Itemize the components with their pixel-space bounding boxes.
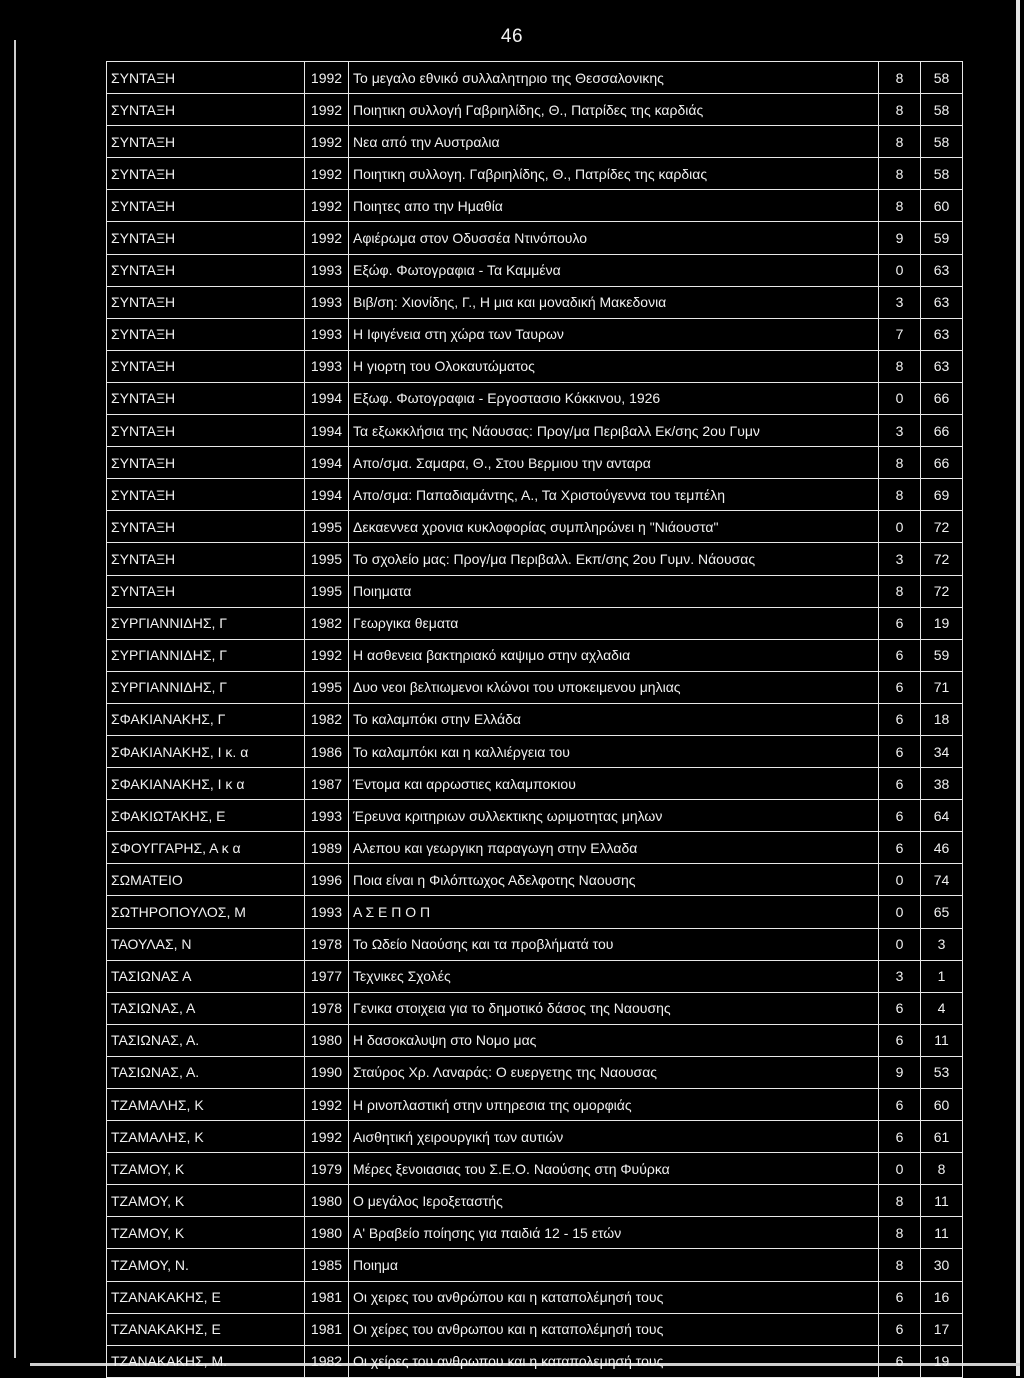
table-row <box>107 1056 963 1088</box>
table-row <box>107 222 963 254</box>
year-cell: 1981 <box>305 1313 349 1345</box>
title-cell: Ποια είναι η Φιλόπτωχος Αδελφοτης Ναουσης <box>349 864 879 896</box>
title-cell: Έντομα και αρρωστιες καλαμποκιου <box>349 768 879 800</box>
title-cell: Σταύρος Χρ. Λαναράς: Ο ευεργετης της Ναουσας <box>349 1056 879 1088</box>
year-cell: 1981 <box>305 1281 349 1313</box>
author-cell: ΣΥΝΤΑΞΗ <box>107 479 305 511</box>
issue-number-cell: 6 <box>879 992 921 1024</box>
title-cell: Οι χείρες του ανθρωπου και η καταπολέμησή τους <box>349 1313 879 1345</box>
title-cell: Έρευνα κριτηριων συλλεκτικης ωριμοτητας μηλων <box>349 800 879 832</box>
page-number-cell: 58 <box>921 62 963 94</box>
page-number: 46 <box>500 26 524 47</box>
author-cell: ΣΥΝΤΑΞΗ <box>107 222 305 254</box>
year-cell: 1992 <box>305 158 349 190</box>
year-cell: 1977 <box>305 960 349 992</box>
title-cell: Ο μεγάλος Ιεροξεταστής <box>349 1185 879 1217</box>
page-number-cell: 53 <box>921 1056 963 1088</box>
year-cell: 1995 <box>305 543 349 575</box>
title-cell: Ποιημα <box>349 1249 879 1281</box>
page-number-cell: 11 <box>921 1185 963 1217</box>
year-cell: 1980 <box>305 1185 349 1217</box>
table-row <box>107 928 963 960</box>
page-number-cell: 58 <box>921 94 963 126</box>
page-number-cell: 1 <box>921 960 963 992</box>
page-number-cell: 72 <box>921 511 963 543</box>
page-number-cell: 60 <box>921 190 963 222</box>
title-cell: Απο/σμα: Παπαδιαμάντης, Α., Τα Χριστούγεννα του τεμπέλη <box>349 479 879 511</box>
issue-number-cell: 3 <box>879 960 921 992</box>
issue-number-cell: 8 <box>879 479 921 511</box>
author-cell: ΣΥΝΤΑΞΗ <box>107 158 305 190</box>
year-cell: 1978 <box>305 992 349 1024</box>
author-cell: ΣΥΡΓΙΑΝΝΙΔΗΣ, Γ <box>107 639 305 671</box>
issue-number-cell: 6 <box>879 703 921 735</box>
table-row <box>107 575 963 607</box>
year-cell: 1995 <box>305 671 349 703</box>
title-cell: Μέρες ξενοιασιας του Σ.Ε.Ο. Ναούσης στη Φυύρκα <box>349 1153 879 1185</box>
table-row <box>107 254 963 286</box>
table-row <box>107 158 963 190</box>
page-number-cell: 63 <box>921 350 963 382</box>
page-number-cell: 63 <box>921 286 963 318</box>
table-row <box>107 1153 963 1185</box>
page-number-cell: 17 <box>921 1313 963 1345</box>
author-cell: ΣΥΝΤΑΞΗ <box>107 286 305 318</box>
table-row <box>107 318 963 350</box>
year-cell: 1995 <box>305 511 349 543</box>
table-row <box>107 768 963 800</box>
table-row <box>107 671 963 703</box>
author-cell: ΣΦΑΚΙΑΝΑΚΗΣ, Ι κ. α <box>107 735 305 767</box>
author-cell: ΣΦΑΚΙΑΝΑΚΗΣ, Ι κ α <box>107 768 305 800</box>
year-cell: 1993 <box>305 800 349 832</box>
table-row <box>107 1024 963 1056</box>
year-cell: 1992 <box>305 94 349 126</box>
title-cell: Νεα από την Αυστραλια <box>349 126 879 158</box>
issue-number-cell: 3 <box>879 415 921 447</box>
page-number-cell: 72 <box>921 543 963 575</box>
table-row <box>107 190 963 222</box>
year-cell: 1993 <box>305 350 349 382</box>
year-cell: 1987 <box>305 768 349 800</box>
year-cell: 1992 <box>305 1121 349 1153</box>
issue-number-cell: 0 <box>879 928 921 960</box>
issue-number-cell: 6 <box>879 800 921 832</box>
issue-number-cell: 0 <box>879 382 921 414</box>
page-edge-right <box>1016 0 1020 1376</box>
year-cell: 1982 <box>305 703 349 735</box>
year-cell: 1995 <box>305 575 349 607</box>
issue-number-cell: 8 <box>879 158 921 190</box>
table-row <box>107 864 963 896</box>
author-cell: ΣΦΟΥΓΓΑΡΗΣ, Α κ α <box>107 832 305 864</box>
table-row <box>107 1217 963 1249</box>
table-row <box>107 511 963 543</box>
page-number-cell: 19 <box>921 1345 963 1377</box>
title-cell: Οι χειρες του ανθρώπου και η καταπολέμησή τους <box>349 1281 879 1313</box>
title-cell: Το Ωδείο Ναούσης και τα προβλήματά του <box>349 928 879 960</box>
issue-number-cell: 8 <box>879 190 921 222</box>
page-number-cell: 8 <box>921 1153 963 1185</box>
title-cell: Τα εξωκκλήσια της Νάουσας: Προγ/μα Περιβαλλ Εκ/σης 2ου Γυμν <box>349 415 879 447</box>
issue-number-cell: 8 <box>879 1185 921 1217</box>
title-cell: Αλεπου και γεωργικη παραγωγη στην Ελλαδα <box>349 832 879 864</box>
page-number-cell: 58 <box>921 158 963 190</box>
issue-number-cell: 6 <box>879 832 921 864</box>
year-cell: 1985 <box>305 1249 349 1281</box>
page-number-cell: 66 <box>921 415 963 447</box>
year-cell: 1994 <box>305 447 349 479</box>
page-number-cell: 46 <box>921 832 963 864</box>
year-cell: 1986 <box>305 735 349 767</box>
title-cell: Ποιηματα <box>349 575 879 607</box>
table-row <box>107 286 963 318</box>
page-number-cell: 66 <box>921 382 963 414</box>
title-cell: Γεωργικα θεματα <box>349 607 879 639</box>
year-cell: 1996 <box>305 864 349 896</box>
title-cell: Αφιέρωμα στον Οδυσσέα Ντινόπουλο <box>349 222 879 254</box>
author-cell: ΣΥΡΓΙΑΝΝΙΔΗΣ, Γ <box>107 671 305 703</box>
issue-number-cell: 8 <box>879 447 921 479</box>
issue-number-cell: 8 <box>879 94 921 126</box>
page-number-cell: 72 <box>921 575 963 607</box>
author-cell: ΣΥΝΤΑΞΗ <box>107 126 305 158</box>
page-number-cell: 58 <box>921 126 963 158</box>
author-cell: ΣΥΡΓΙΑΝΝΙΔΗΣ, Γ <box>107 607 305 639</box>
author-cell: ΣΥΝΤΑΞΗ <box>107 543 305 575</box>
table-row <box>107 1281 963 1313</box>
issue-number-cell: 9 <box>879 1056 921 1088</box>
issue-number-cell: 8 <box>879 1217 921 1249</box>
issue-number-cell: 8 <box>879 126 921 158</box>
author-cell: ΣΥΝΤΑΞΗ <box>107 94 305 126</box>
table-row <box>107 703 963 735</box>
table-row <box>107 1345 963 1377</box>
index-table-body <box>107 62 963 1378</box>
title-cell: Το σχολείο μας: Προγ/μα Περιβαλλ. Εκπ/σης 2ου Γυμν. Νάουσας <box>349 543 879 575</box>
title-cell: Η ρινοπλαστική στην υπηρεσια της ομορφιάς <box>349 1089 879 1121</box>
table-row <box>107 1089 963 1121</box>
title-cell: Οι χείρες του ανθρωπου και η καταπολεμησή τους <box>349 1345 879 1377</box>
issue-number-cell: 9 <box>879 222 921 254</box>
title-cell: Τεχνικες Σχολές <box>349 960 879 992</box>
title-cell: Το μεγαλο εθνικό συλλαλητηριο της Θεσσαλονικης <box>349 62 879 94</box>
year-cell: 1980 <box>305 1024 349 1056</box>
year-cell: 1979 <box>305 1153 349 1185</box>
title-cell: Εξώφ. Φωτογραφια - Τα Καμμένα <box>349 254 879 286</box>
author-cell: ΣΥΝΤΑΞΗ <box>107 350 305 382</box>
table-row <box>107 1185 963 1217</box>
title-cell: Η Ιφιγένεια στη χώρα των Ταυρων <box>349 318 879 350</box>
author-cell: ΣΥΝΤΑΞΗ <box>107 318 305 350</box>
issue-number-cell: 6 <box>879 1281 921 1313</box>
author-cell: ΣΥΝΤΑΞΗ <box>107 447 305 479</box>
table-row <box>107 896 963 928</box>
year-cell: 1982 <box>305 1345 349 1377</box>
table-row <box>107 382 963 414</box>
issue-number-cell: 6 <box>879 607 921 639</box>
table-row <box>107 1121 963 1153</box>
issue-number-cell: 7 <box>879 318 921 350</box>
issue-number-cell: 6 <box>879 1345 921 1377</box>
page-number-cell: 38 <box>921 768 963 800</box>
author-cell: ΣΥΝΤΑΞΗ <box>107 415 305 447</box>
table-row <box>107 543 963 575</box>
issue-number-cell: 0 <box>879 511 921 543</box>
author-cell: ΤΑΣΙΩΝΑΣ, Α. <box>107 1024 305 1056</box>
issue-number-cell: 6 <box>879 1024 921 1056</box>
year-cell: 1992 <box>305 126 349 158</box>
page-number-cell: 11 <box>921 1024 963 1056</box>
author-cell: ΣΥΝΤΑΞΗ <box>107 62 305 94</box>
issue-number-cell: 0 <box>879 254 921 286</box>
page-number-cell: 3 <box>921 928 963 960</box>
author-cell: ΤΖΑΜΟΥ, Ν. <box>107 1249 305 1281</box>
issue-number-cell: 8 <box>879 575 921 607</box>
author-cell: ΤΖΑΝΑΚΑΚΗΣ, Ε <box>107 1313 305 1345</box>
title-cell: Η γιορτη του Ολοκαυτώματος <box>349 350 879 382</box>
page-number-cell: 69 <box>921 479 963 511</box>
issue-number-cell: 6 <box>879 1089 921 1121</box>
page-number-cell: 59 <box>921 222 963 254</box>
title-cell: Αισθητική χειρουργική των αυτιών <box>349 1121 879 1153</box>
index-table <box>106 61 963 1378</box>
page-number-cell: 16 <box>921 1281 963 1313</box>
author-cell: ΣΥΝΤΑΞΗ <box>107 511 305 543</box>
title-cell: Ποιητικη συλλογη. Γαβριηλίδης, Θ., Πατρίδες της καρδιας <box>349 158 879 190</box>
page-number-cell: 34 <box>921 735 963 767</box>
year-cell: 1992 <box>305 62 349 94</box>
issue-number-cell: 3 <box>879 286 921 318</box>
title-cell: Το καλαμπόκι στην Ελλάδα <box>349 703 879 735</box>
page-number-cell: 30 <box>921 1249 963 1281</box>
author-cell: ΣΥΝΤΑΞΗ <box>107 254 305 286</box>
title-cell: Γενικα στοιχεια για το δημοτικό δάσος της Ναουσης <box>349 992 879 1024</box>
title-cell: Ποιητες απο την Ημαθία <box>349 190 879 222</box>
year-cell: 1992 <box>305 1089 349 1121</box>
table-row <box>107 832 963 864</box>
page-number-cell: 18 <box>921 703 963 735</box>
table-row <box>107 479 963 511</box>
title-cell: Α Σ Ε Π Ο Π <box>349 896 879 928</box>
table-row <box>107 126 963 158</box>
author-cell: ΤΖΑΜΑΛΗΣ, Κ <box>107 1089 305 1121</box>
page-number-cell: 19 <box>921 607 963 639</box>
table-row <box>107 800 963 832</box>
year-cell: 1978 <box>305 928 349 960</box>
author-cell: ΤΖΑΝΑΚΑΚΗΣ, Ε <box>107 1281 305 1313</box>
year-cell: 1993 <box>305 318 349 350</box>
table-row <box>107 1313 963 1345</box>
issue-number-cell: 0 <box>879 896 921 928</box>
page-number-cell: 59 <box>921 639 963 671</box>
page-number-cell: 65 <box>921 896 963 928</box>
page-edge-left <box>14 40 16 1358</box>
table-row <box>107 350 963 382</box>
author-cell: ΤΖΑΝΑΚΑΚΗΣ, Μ. <box>107 1345 305 1377</box>
author-cell: ΤΑΣΙΩΝΑΣ Α <box>107 960 305 992</box>
table-row <box>107 1249 963 1281</box>
author-cell: ΤΑΣΙΩΝΑΣ, Α. <box>107 1056 305 1088</box>
issue-number-cell: 8 <box>879 350 921 382</box>
page-number-cell: 71 <box>921 671 963 703</box>
issue-number-cell: 6 <box>879 1121 921 1153</box>
year-cell: 1982 <box>305 607 349 639</box>
year-cell: 1992 <box>305 222 349 254</box>
page-number-cell: 63 <box>921 254 963 286</box>
issue-number-cell: 6 <box>879 639 921 671</box>
author-cell: ΣΥΝΤΑΞΗ <box>107 575 305 607</box>
author-cell: ΣΦΑΚΙΑΝΑΚΗΣ, Γ <box>107 703 305 735</box>
issue-number-cell: 0 <box>879 1153 921 1185</box>
issue-number-cell: 6 <box>879 735 921 767</box>
page-number-cell: 4 <box>921 992 963 1024</box>
author-cell: ΤΖΑΜΟΥ, Κ <box>107 1217 305 1249</box>
table-row <box>107 607 963 639</box>
table-row <box>107 415 963 447</box>
table-row <box>107 960 963 992</box>
author-cell: ΣΥΝΤΑΞΗ <box>107 190 305 222</box>
author-cell: ΤΖΑΜΑΛΗΣ, Κ <box>107 1121 305 1153</box>
year-cell: 1993 <box>305 254 349 286</box>
year-cell: 1994 <box>305 382 349 414</box>
page-number-cell: 61 <box>921 1121 963 1153</box>
author-cell: ΣΩΤΗΡΟΠΟΥΛΟΣ, Μ <box>107 896 305 928</box>
title-cell: Η δασοκαλυψη στο Νομο μας <box>349 1024 879 1056</box>
title-cell: Το καλαμπόκι και η καλλιέργεια του <box>349 735 879 767</box>
year-cell: 1993 <box>305 286 349 318</box>
year-cell: 1993 <box>305 896 349 928</box>
author-cell: ΤΖΑΜΟΥ, Κ <box>107 1153 305 1185</box>
author-cell: ΣΥΝΤΑΞΗ <box>107 382 305 414</box>
table-row <box>107 735 963 767</box>
year-cell: 1990 <box>305 1056 349 1088</box>
year-cell: 1992 <box>305 190 349 222</box>
year-cell: 1992 <box>305 639 349 671</box>
page-number-cell: 74 <box>921 864 963 896</box>
table-row <box>107 992 963 1024</box>
title-cell: Βιβ/ση: Χιονίδης, Γ., Η μια και μοναδική Μακεδονια <box>349 286 879 318</box>
title-cell: Δεκαεννεα χρονια κυκλοφορίας συμπληρώνει η "Νιάουστα" <box>349 511 879 543</box>
author-cell: ΤΑΟΥΛΑΣ, Ν <box>107 928 305 960</box>
year-cell: 1980 <box>305 1217 349 1249</box>
author-cell: ΣΩΜΑΤΕΙΟ <box>107 864 305 896</box>
page-number-cell: 60 <box>921 1089 963 1121</box>
year-cell: 1994 <box>305 415 349 447</box>
table-row <box>107 447 963 479</box>
issue-number-cell: 6 <box>879 671 921 703</box>
page-number-cell: 64 <box>921 800 963 832</box>
author-cell: ΣΦΑΚΙΩΤΑΚΗΣ, Ε <box>107 800 305 832</box>
year-cell: 1994 <box>305 479 349 511</box>
author-cell: ΤΑΣΙΩΝΑΣ, Α <box>107 992 305 1024</box>
title-cell: Η ασθενεια βακτηριακό καψιμο στην αχλαδια <box>349 639 879 671</box>
issue-number-cell: 3 <box>879 543 921 575</box>
issue-number-cell: 6 <box>879 1313 921 1345</box>
issue-number-cell: 6 <box>879 768 921 800</box>
title-cell: Απο/σμα. Σαμαρα, Θ., Στου Βερμιου την ανταρα <box>349 447 879 479</box>
table-row <box>107 94 963 126</box>
author-cell: ΤΖΑΜΟΥ, Κ <box>107 1185 305 1217</box>
year-cell: 1989 <box>305 832 349 864</box>
page-number-cell: 11 <box>921 1217 963 1249</box>
issue-number-cell: 0 <box>879 864 921 896</box>
title-cell: Δυο νεοι βελτιωμενοι κλώνοι του υποκειμενου μηλιας <box>349 671 879 703</box>
table-row <box>107 62 963 94</box>
page-number-cell: 66 <box>921 447 963 479</box>
title-cell: Α' Βραβείο ποίησης για παιδιά 12 - 15 ετών <box>349 1217 879 1249</box>
issue-number-cell: 8 <box>879 1249 921 1281</box>
title-cell: Εξωφ. Φωτογραφια - Εργοστασιο Κόκκινου, 1926 <box>349 382 879 414</box>
title-cell: Ποιητικη συλλογή Γαβριηλίδης, Θ., Πατρίδες της καρδιάς <box>349 94 879 126</box>
issue-number-cell: 8 <box>879 62 921 94</box>
table-row <box>107 639 963 671</box>
page-number-cell: 63 <box>921 318 963 350</box>
